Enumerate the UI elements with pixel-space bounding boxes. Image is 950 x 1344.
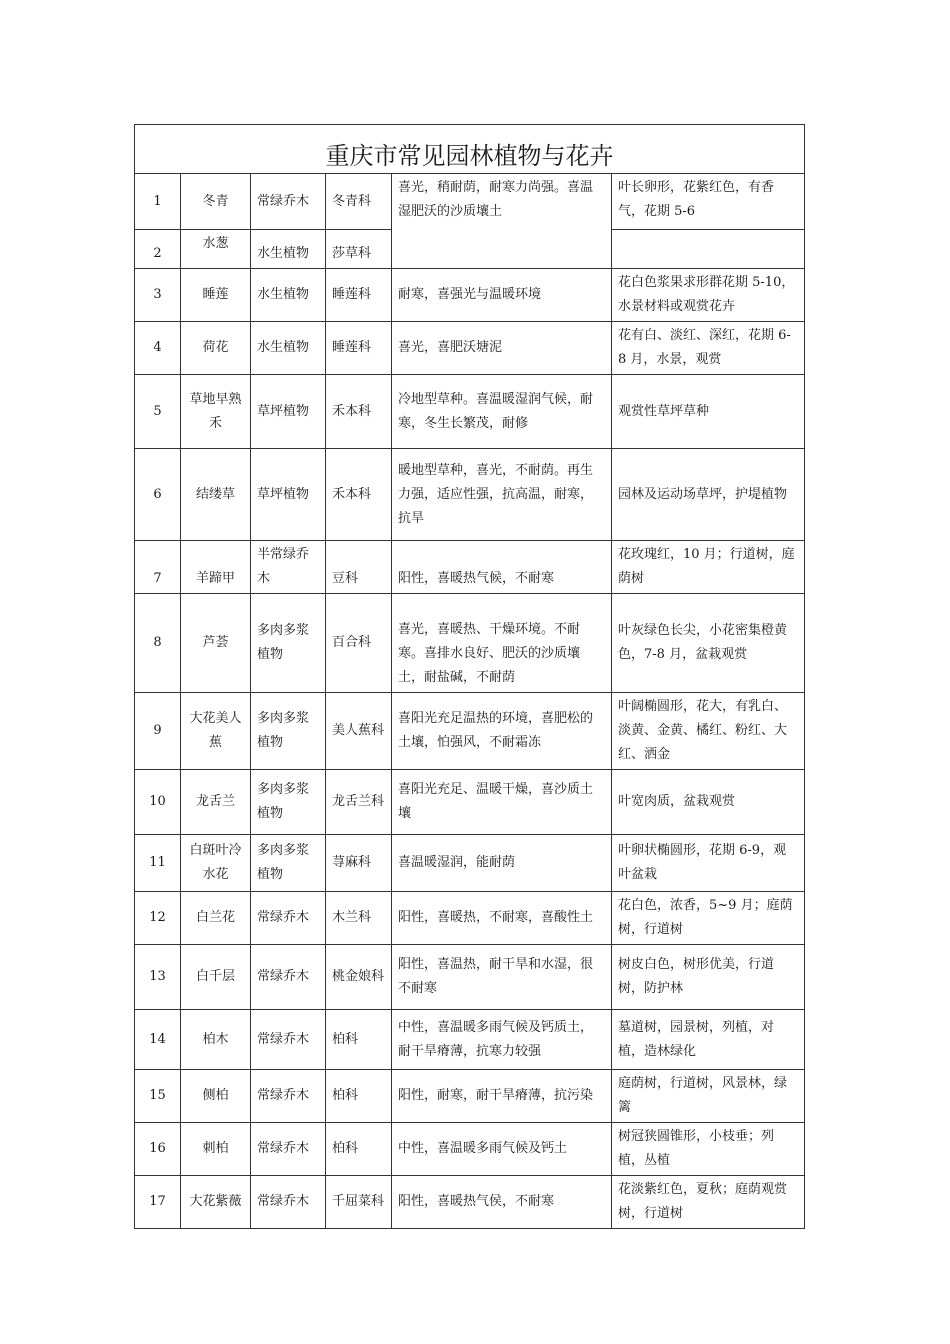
table-row bbox=[135, 1123, 805, 1176]
plant-name: 冬青 bbox=[181, 174, 251, 230]
plant-habit: 阳性，喜暖热，不耐寒，喜酸性土 bbox=[392, 892, 612, 945]
plant-habit: 喜阳光充足温热的环境，喜肥松的土壤，怕强风，不耐霜冻 bbox=[392, 693, 612, 770]
plant-type: 多肉多浆植物 bbox=[251, 594, 326, 693]
plant-type: 水生植物 bbox=[251, 230, 326, 269]
plant-name: 水葱 bbox=[181, 230, 251, 269]
row-number: 7 bbox=[135, 541, 181, 594]
plant-habit: 冷地型草种。喜温暖湿润气候，耐寒，冬生长繁茂，耐修 bbox=[392, 375, 612, 449]
plant-table bbox=[134, 124, 805, 1229]
plant-family: 柏科 bbox=[326, 1010, 392, 1070]
plant-habit: 喜光，喜暖热、干燥环境。不耐寒。喜排水良好、肥沃的沙质壤土，耐盐碱，不耐荫 bbox=[392, 594, 612, 693]
plant-habit: 阳性，耐寒，耐干旱瘠薄，抗污染 bbox=[392, 1070, 612, 1123]
plant-habit: 阳性，喜暖热气候，不耐寒 bbox=[392, 541, 612, 594]
plant-family: 禾本科 bbox=[326, 449, 392, 541]
table-row bbox=[135, 770, 805, 835]
plant-feature: 花白色浆果求形群花期 5-10，水景材料或观赏花卉 bbox=[612, 269, 805, 322]
row-number: 1 bbox=[135, 174, 181, 230]
row-number: 14 bbox=[135, 1010, 181, 1070]
plant-habit: 阳性，喜暖热气侯，不耐寒 bbox=[392, 1176, 612, 1229]
plant-name: 荷花 bbox=[181, 322, 251, 375]
row-number: 2 bbox=[135, 230, 181, 269]
plant-family: 睡莲科 bbox=[326, 269, 392, 322]
plant-feature bbox=[612, 230, 805, 269]
table-row bbox=[135, 322, 805, 375]
row-number: 12 bbox=[135, 892, 181, 945]
plant-name: 睡莲 bbox=[181, 269, 251, 322]
plant-type: 水生植物 bbox=[251, 322, 326, 375]
plant-family: 千屈菜科 bbox=[326, 1176, 392, 1229]
plant-family: 桃金娘科 bbox=[326, 945, 392, 1010]
plant-habit: 喜光，喜肥沃塘泥 bbox=[392, 322, 612, 375]
plant-type: 半常绿乔木 bbox=[251, 541, 326, 594]
table-row bbox=[135, 1010, 805, 1070]
plant-family: 豆科 bbox=[326, 541, 392, 594]
plant-family: 木兰科 bbox=[326, 892, 392, 945]
plant-habit: 中性，喜温暖多雨气候及钙土 bbox=[392, 1123, 612, 1176]
plant-family: 美人蕉科 bbox=[326, 693, 392, 770]
table-row bbox=[135, 594, 805, 693]
table-row bbox=[135, 1176, 805, 1229]
plant-name: 侧柏 bbox=[181, 1070, 251, 1123]
plant-habit: 喜温暖湿润，能耐荫 bbox=[392, 835, 612, 892]
plant-type: 常绿乔木 bbox=[251, 1176, 326, 1229]
plant-type: 常绿乔木 bbox=[251, 892, 326, 945]
table-row bbox=[135, 1070, 805, 1123]
plant-feature: 叶阔椭圆形，花大，有乳白、淡黄、金黄、橘红、粉红、大红、洒金 bbox=[612, 693, 805, 770]
plant-habit: 阳性，喜温热，耐干旱和水湿，很不耐寒 bbox=[392, 945, 612, 1010]
row-number: 10 bbox=[135, 770, 181, 835]
table-row bbox=[135, 945, 805, 1010]
plant-family: 睡莲科 bbox=[326, 322, 392, 375]
table-row bbox=[135, 693, 805, 770]
plant-feature: 园林及运动场草坪，护堤植物 bbox=[612, 449, 805, 541]
row-number: 5 bbox=[135, 375, 181, 449]
plant-type: 常绿乔木 bbox=[251, 1010, 326, 1070]
plant-name: 大花美人蕉 bbox=[181, 693, 251, 770]
plant-type: 多肉多浆植物 bbox=[251, 770, 326, 835]
plant-name: 柏木 bbox=[181, 1010, 251, 1070]
row-number: 9 bbox=[135, 693, 181, 770]
plant-feature: 花淡紫红色，夏秋；庭荫观赏树，行道树 bbox=[612, 1176, 805, 1229]
plant-name: 龙舌兰 bbox=[181, 770, 251, 835]
table-row bbox=[135, 892, 805, 945]
page-title: 重庆市常见园林植物与花卉 bbox=[135, 125, 805, 174]
plant-name: 草地早熟禾 bbox=[181, 375, 251, 449]
plant-habit: 喜光，稍耐荫，耐寒力尚强。喜温湿肥沃的沙质壤土 bbox=[392, 174, 612, 269]
plant-feature: 花有白、淡红、深红，花期 6-8 月，水景，观赏 bbox=[612, 322, 805, 375]
plant-feature: 叶长卵形，花紫红色，有香气，花期 5-6 bbox=[612, 174, 805, 230]
row-number: 17 bbox=[135, 1176, 181, 1229]
table-row bbox=[135, 449, 805, 541]
plant-habit: 中性，喜温暖多雨气候及钙质土，耐干旱瘠薄，抗寒力较强 bbox=[392, 1010, 612, 1070]
plant-feature: 墓道树，园景树，列植，对植，造林绿化 bbox=[612, 1010, 805, 1070]
plant-name: 白千层 bbox=[181, 945, 251, 1010]
plant-name: 白斑叶冷水花 bbox=[181, 835, 251, 892]
row-number: 13 bbox=[135, 945, 181, 1010]
row-number: 16 bbox=[135, 1123, 181, 1176]
plant-habit: 喜阳光充足、温暖干燥，喜沙质土壤 bbox=[392, 770, 612, 835]
title-row bbox=[135, 125, 805, 174]
plant-family: 冬青科 bbox=[326, 174, 392, 230]
plant-feature: 叶宽肉质，盆栽观赏 bbox=[612, 770, 805, 835]
plant-family: 百合科 bbox=[326, 594, 392, 693]
plant-family: 荨麻科 bbox=[326, 835, 392, 892]
plant-type: 草坪植物 bbox=[251, 375, 326, 449]
plant-name: 刺柏 bbox=[181, 1123, 251, 1176]
plant-feature: 树冠狭圆锥形，小枝垂；列植，丛植 bbox=[612, 1123, 805, 1176]
plant-name: 白兰花 bbox=[181, 892, 251, 945]
plant-type: 水生植物 bbox=[251, 269, 326, 322]
plant-family: 柏科 bbox=[326, 1070, 392, 1123]
plant-name: 芦荟 bbox=[181, 594, 251, 693]
plant-habit: 暖地型草种，喜光，不耐荫。再生力强，适应性强，抗高温，耐寒，抗旱 bbox=[392, 449, 612, 541]
plant-type: 多肉多浆植物 bbox=[251, 835, 326, 892]
plant-feature: 叶卵状椭圆形，花期 6-9，观叶盆栽 bbox=[612, 835, 805, 892]
plant-type: 常绿乔木 bbox=[251, 1070, 326, 1123]
table-row bbox=[135, 541, 805, 594]
row-number: 3 bbox=[135, 269, 181, 322]
table-row bbox=[135, 835, 805, 892]
row-number: 11 bbox=[135, 835, 181, 892]
plant-name: 羊蹄甲 bbox=[181, 541, 251, 594]
row-number: 6 bbox=[135, 449, 181, 541]
table-row bbox=[135, 375, 805, 449]
plant-type: 常绿乔木 bbox=[251, 945, 326, 1010]
plant-type: 草坪植物 bbox=[251, 449, 326, 541]
table-row bbox=[135, 174, 805, 230]
row-number: 15 bbox=[135, 1070, 181, 1123]
plant-type: 常绿乔木 bbox=[251, 174, 326, 230]
plant-type: 多肉多浆植物 bbox=[251, 693, 326, 770]
plant-feature: 叶灰绿色长尖，小花密集橙黄色，7-8 月，盆栽观赏 bbox=[612, 594, 805, 693]
plant-feature: 庭荫树，行道树，风景林，绿篱 bbox=[612, 1070, 805, 1123]
plant-family: 柏科 bbox=[326, 1123, 392, 1176]
row-number: 8 bbox=[135, 594, 181, 693]
plant-type: 常绿乔木 bbox=[251, 1123, 326, 1176]
plant-feature: 花玫瑰红，10 月；行道树，庭荫树 bbox=[612, 541, 805, 594]
plant-family: 莎草科 bbox=[326, 230, 392, 269]
row-number: 4 bbox=[135, 322, 181, 375]
plant-name: 大花紫薇 bbox=[181, 1176, 251, 1229]
plant-family: 禾本科 bbox=[326, 375, 392, 449]
plant-family: 龙舌兰科 bbox=[326, 770, 392, 835]
plant-feature: 花白色，浓香，5~9 月；庭荫树，行道树 bbox=[612, 892, 805, 945]
plant-habit: 耐寒，喜强光与温暖环境 bbox=[392, 269, 612, 322]
plant-feature: 观赏性草坪草种 bbox=[612, 375, 805, 449]
table-row bbox=[135, 269, 805, 322]
plant-name: 结缕草 bbox=[181, 449, 251, 541]
plant-feature: 树皮白色，树形优美，行道树，防护林 bbox=[612, 945, 805, 1010]
